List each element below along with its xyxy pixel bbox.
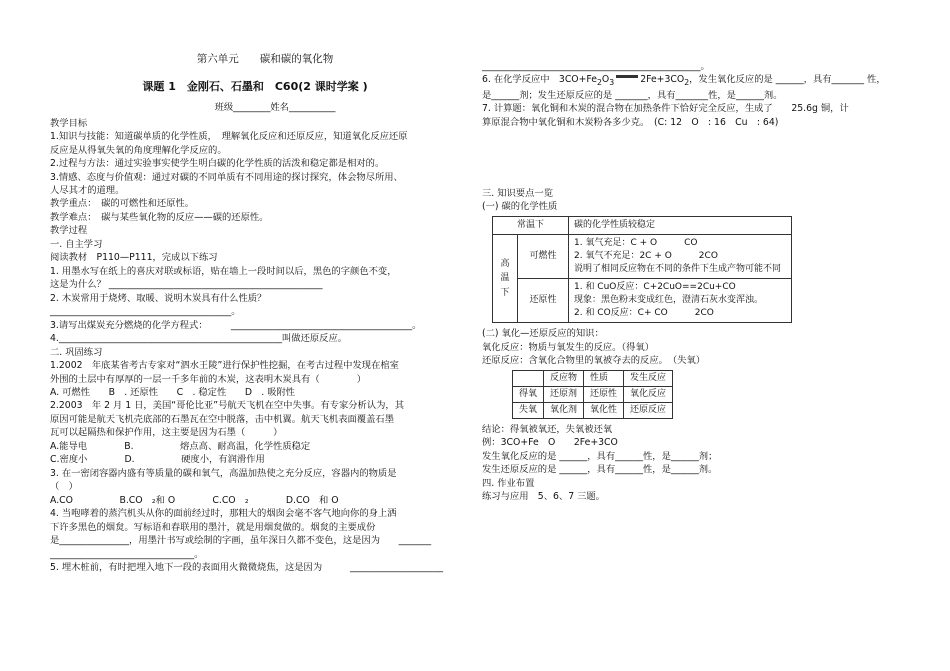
text-line: 教学重点： 碳的可燃性和还原性。 — [50, 198, 195, 210]
text-line: A.CO B.CO ₂和 O C.CO ₂ D.CO 和 O — [50, 494, 339, 506]
text-line: 4. 当咆哮着的蒸汽机头从你的面前经过时，那粗大的烟囱会毫不客气地向你的身上洒 — [50, 508, 397, 520]
text-line: 原因可能是航天飞机壳底部的石墨瓦在空中脱落，击中机翼。航天飞机表面覆盖石墨 — [50, 413, 394, 425]
table-head-right: 碳的化学性质较稳定 — [569, 216, 792, 234]
reducibility-label: 还原性 — [518, 279, 569, 323]
text-line: 反应是从得氧失氧的角度理解化学反应的。 — [50, 144, 227, 156]
example-equation: 例：3CO+Fe O 2Fe+3CO — [482, 437, 618, 449]
table-row: 得氧 还原剂 还原性 氧化反应 — [513, 386, 673, 402]
text-line: _______________________________________。 — [50, 306, 241, 318]
text-line: 3. 在一密闭容器内盛有等质量的碳和氧气，高温加热使之充分反应，容器内的物质是 — [50, 467, 397, 479]
text-line: 教学目标 — [50, 117, 88, 129]
text-line: 教学难点： 碳与某些氧化物的反应——碳的还原性。 — [50, 211, 269, 223]
text-line: 外围的土层中有厚厚的一层一千多年前的木炭，这表明木炭具有（ ） — [50, 373, 367, 385]
combustibility-label: 可燃性 — [518, 234, 569, 278]
text-line: 3.情感、态度与价值观：通过对碳的不同单质有不同用途的探讨探究，体会物尽所用、 — [50, 171, 403, 183]
section-4-heading: 四. 作业布置 — [482, 477, 535, 489]
answer-line: _______________________________________________。 — [482, 61, 710, 72]
reducibility-cell: 1. 和 CuO反应：C+2CuO==2Cu+CO 现象：黑色粉末变成红色，澄清石灰水变浑浊。 2. 和 CO反应：C+ CO 2CO — [569, 279, 792, 323]
text-line: 1.知识与技能：知道碳单质的化学性质， 理解氧化反应和还原反应，知道氧化反应还原 — [50, 131, 408, 143]
text-line: 1.2002 年底某省考古专家对“泗水王陵”进行保护性挖掘，在考古过程中发现在棺室 — [50, 360, 399, 372]
text-line: 人尽其才的道理。 — [50, 184, 125, 196]
subsection-1-heading: (一) 碳的化学性质 — [482, 201, 558, 213]
right-column — [482, 60, 902, 504]
question-7-line2: 算原混合物中氧化铜和木炭粉各多少克。 (C: 12 O : 16 Cu : 64) — [482, 116, 779, 128]
text-line: 下许多黑色的烟炱。写标语和春联用的墨汁，就是用烟炱做的。烟炱的主要成份 — [50, 521, 376, 533]
text-line: A.能导电 B. 熔点高、耐高温，化学性质稳定 — [50, 440, 311, 452]
example-line-1: 发生氧化反应的是 ______，具有______性，是______剂； — [482, 450, 718, 462]
carbon-properties-table — [492, 216, 792, 323]
high-temp-label: 高 温 下 — [493, 234, 518, 322]
left-column — [50, 52, 460, 575]
text-line: A. 可燃性 B . 还原性 C . 稳定性 D . 吸附性 — [50, 387, 296, 398]
text-line: 是_______________，用墨汁书写或绘制的字画，虽年深日久都不变色，这是因为 _______ — [50, 535, 432, 547]
text-line: （ ） — [50, 481, 78, 493]
unit-title: 第六单元 碳和碳的氧化物 — [196, 53, 334, 65]
text-line: 二. 巩固练习 — [50, 346, 103, 358]
question-6-line2: 是______剂；发生还原反应的是 _______，具有_______性，是______剂。 — [482, 89, 783, 101]
homework: 练习与应用 5、6、7 三题。 — [482, 491, 605, 503]
high-temp-arrow-icon — [616, 75, 638, 84]
text-line: 瓦可以起隔热和保护作用，这主要是因为石墨（ ） — [50, 427, 283, 439]
lesson-title: 课题 1 金刚石、石墨和 C60(2 课时学案 ) — [142, 80, 368, 94]
reduction-definition: 还原反应：含氧化合物里的氧被夺去的反应。 （失氧） — [482, 355, 706, 367]
table-row: 失氧 氧化剂 氧化性 还原反应 — [513, 402, 673, 418]
text-line: 5. 埋木桩前，有时把埋入地下一段的表面用火微微烧焦，这是因为 ____________________ — [50, 562, 443, 574]
example-line-2: 发生还原反应的是 ______，具有______性，是______剂。 — [482, 464, 718, 476]
table-head-left: 常温下 — [493, 216, 569, 234]
text-line: 这是为什么？ ______________________________________________ — [50, 279, 323, 291]
question-6: 6. 在化学反应中 $3CO+Fe_2O_3$ $2Fe+3CO_2$，发生氧化反应的是 ______，具有_______ 性， — [482, 74, 886, 88]
text-line: 一. 自主学习 — [50, 238, 103, 250]
text-line: 4.________________________________________________叫做还原反应。 — [50, 333, 348, 345]
text-line: 2.过程与方法：通过实验事实使学生明白碳的化学性质的活泼和稳定都是相对的。 — [50, 158, 385, 170]
text-line: C.密度小 D. 硬度小，有润滑作用 — [50, 454, 265, 466]
section-3-heading: 三. 知识要点一览 — [482, 187, 553, 199]
text-line: 3.请写出煤炭充分燃烧的化学方程式： _______________________________________。 — [50, 319, 422, 331]
subsection-2-heading: (二) 氧化—还原反应的知识： — [482, 328, 604, 340]
redox-table: 反应物 性质 发生反应 得氧 还原剂 还原性 氧化反应 失氧 氧化剂 氧化性 还原反应 — [512, 370, 673, 419]
class-name-line: 班级________姓名__________ — [214, 102, 336, 114]
text-line: _______________________________。 — [50, 548, 204, 560]
conclusion: 结论：得氧被氧还，失氧被还氧 — [482, 423, 613, 435]
text-line: 1. 用墨水写在纸上的喜庆对联或标语，贴在墙上一段时间以后，黑色的字颜色不变， — [50, 265, 397, 277]
text-line: 2.2003 年 2 月 1 日，美国“哥伦比亚”号航天飞机在空中失事。有专家分析认为，其 — [50, 400, 405, 412]
combustibility-cell: 1. 氧气充足：C + O CO 2. 氧气不充足：2C + O 2CO 说明了相同反应物在不同的条件下生成产物可能不同 — [569, 234, 792, 278]
text-line: 阅读教材 P110—P111，完成以下练习 — [50, 252, 218, 264]
question-7-line1: 7. 计算题：氧化铜和木炭的混合物在加热条件下恰好完全反应，生成了 25.6g 铜，计 — [482, 103, 849, 115]
oxidation-definition: 氧化反应：物质与氧发生的反应。（得氧） — [482, 341, 654, 353]
text-line: 教学过程 — [50, 225, 88, 237]
left-body — [50, 117, 460, 575]
text-line: 2. 木炭常用于烧烤、取暖、说明木炭具有什么性质？ — [50, 292, 267, 304]
